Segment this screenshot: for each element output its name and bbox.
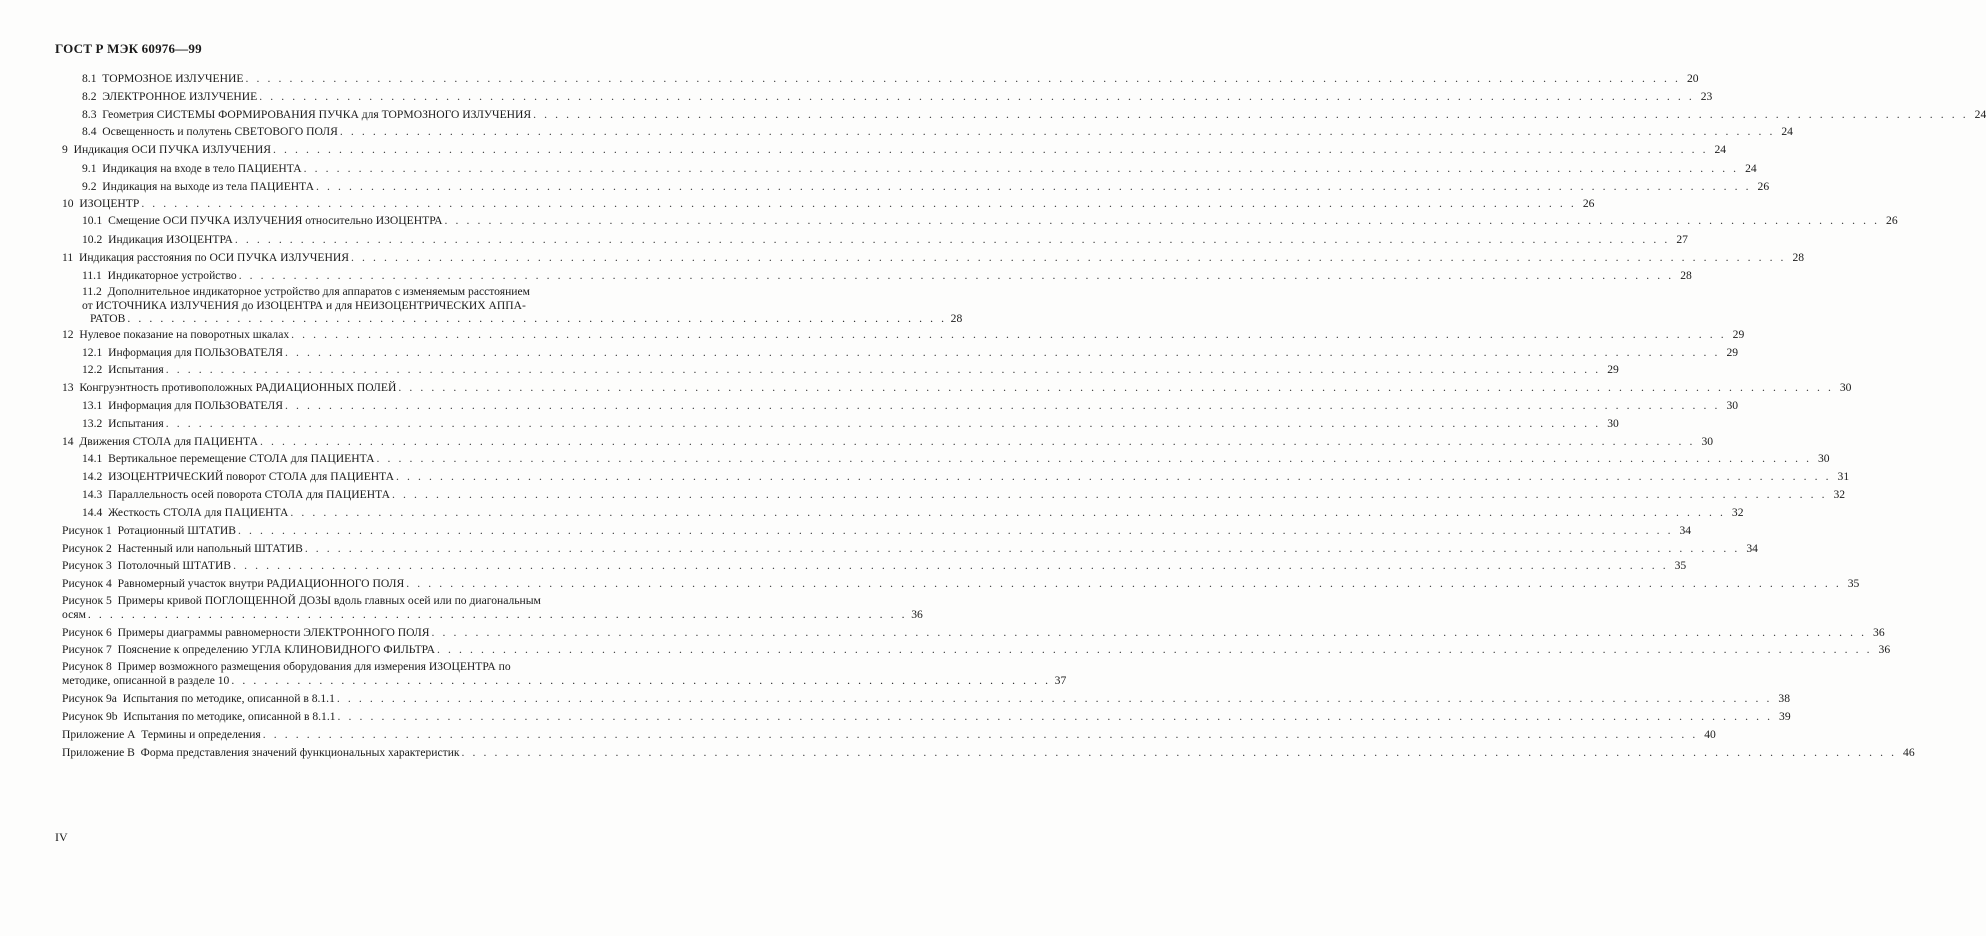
toc-number: 13: [62, 381, 74, 394]
page-number: IV: [55, 830, 68, 844]
toc-leader-dots: [291, 328, 1726, 342]
toc-number: 12: [62, 328, 74, 341]
toc-entry-9-2[interactable]: [82, 180, 1770, 194]
toc-leader-dots: [285, 399, 1720, 413]
toc-leader-dots: [432, 626, 1867, 640]
toc-number: 14: [62, 435, 74, 448]
toc-leader-dots: [285, 346, 1720, 360]
toc-number: 14.1: [82, 452, 103, 465]
toc-title: Потолочный ШТАТИВ: [117, 559, 232, 572]
toc-title-line-1: Дополнительное индикаторное устройство для аппаратов с изменяемым расстоянием: [107, 285, 530, 298]
toc-entry-11[interactable]: [62, 251, 1805, 265]
toc-number: 10: [62, 197, 74, 210]
toc-page: 27: [1676, 233, 1688, 246]
toc-entry-appendix-a[interactable]: [62, 728, 1716, 742]
toc-title-line-2: от ИСТОЧНИКА ИЗЛУЧЕНИЯ до ИЗОЦЕНТРА и для НЕИЗОЦЕНТРИЧЕСКИХ АППА-: [82, 298, 526, 312]
toc-page: 39: [1779, 710, 1791, 723]
toc-title: Форма представления значений функциональных характеристик: [140, 746, 460, 759]
toc-number: 12.2: [82, 363, 103, 376]
toc-number: Приложение В: [62, 746, 135, 759]
toc-title: Индикация на выходе из тела ПАЦИЕНТА: [102, 180, 315, 193]
toc-leader-dots: [263, 728, 1698, 742]
toc-entry-10-1[interactable]: [82, 214, 1898, 228]
toc-title: Термины и определения: [141, 728, 261, 741]
toc-title: Смещение ОСИ ПУЧКА ИЗЛУЧЕНИЯ относительно ИЗОЦЕНТРА: [108, 214, 443, 227]
toc-title: ИЗОЦЕНТРИЧЕСКИЙ поворот СТОЛА для ПАЦИЕНТА: [108, 470, 395, 483]
toc-page: 30: [1701, 435, 1714, 448]
toc-leader-dots: [260, 435, 1695, 449]
toc-page: 30: [1839, 381, 1852, 394]
toc-leader-dots: [337, 692, 1772, 706]
toc-page: 35: [1847, 577, 1860, 590]
toc-entry-9-1[interactable]: [82, 162, 1757, 176]
toc-entry-figure-3[interactable]: [62, 559, 1687, 573]
toc-entry-figure-6[interactable]: [62, 626, 1885, 640]
toc-title: Конгруэнтность противоположных РАДИАЦИОННЫХ ПОЛЕЙ: [79, 381, 397, 394]
toc-leader-dots: [533, 108, 1968, 122]
toc-entry-8-2[interactable]: [82, 90, 1713, 104]
toc-entry-14[interactable]: [62, 435, 1714, 449]
toc-leader-dots: . . . . . . . . . . . . . . . . . . . . . . . . . . . . . . . . . . . . . . . . . . . . . . . . . . . . . . . . . . . . . . . . . . . . . . . . . . .: [231, 673, 1051, 687]
toc-entry-figure-9b[interactable]: [62, 710, 1791, 724]
toc-page: 26: [1582, 197, 1595, 210]
toc-leader-dots: [398, 381, 1833, 395]
toc-page: 36: [1873, 626, 1885, 639]
toc-leader-dots: [338, 710, 1773, 724]
toc-leader-dots: . . . . . . . . . . . . . . . . . . . . . . . . . . . . . . . . . . . . . . . . . . . . . . . . . . . . . . . . . . . . . . . . . . . . . . . . . . .: [127, 312, 947, 325]
toc-title: Индикация на входе в тело ПАЦИЕНТА: [102, 162, 302, 175]
toc-leader-dots: [406, 577, 1841, 591]
toc-leader-dots: [462, 746, 1897, 760]
toc-leader-dots: [316, 180, 1751, 194]
toc-page: 28: [950, 312, 963, 325]
toc-title: Ротационный ШТАТИВ: [117, 524, 236, 537]
toc-page: 37: [1054, 673, 1067, 687]
toc-leader-dots: [235, 233, 1670, 247]
toc-leader-dots: [445, 214, 1880, 228]
toc-number: 10.1: [82, 214, 103, 227]
toc-page: 40: [1704, 728, 1716, 741]
toc-entry-13-2[interactable]: [82, 417, 1619, 431]
toc-number: Рисунок 9а: [62, 692, 117, 705]
toc-page: 24: [1745, 162, 1757, 175]
toc-leader-dots: [392, 488, 1827, 502]
toc-leader-dots: [141, 197, 1576, 211]
toc-page: 32: [1833, 488, 1846, 501]
toc-title-line-1: Пример возможного размещения оборудования для измерения ИЗОЦЕНТРА по: [117, 660, 511, 673]
toc-entry-12[interactable]: [62, 328, 1745, 342]
toc-title: Равномерный участок внутри РАДИАЦИОННОГО ПОЛЯ: [117, 577, 405, 590]
toc-number: 13.2: [82, 417, 103, 430]
toc-leader-dots: [273, 143, 1708, 157]
toc-number: 9.1: [82, 162, 97, 175]
toc-leader-dots: [376, 452, 1811, 466]
toc-number: Рисунок 2: [62, 542, 112, 555]
toc-page: 31: [1837, 470, 1850, 483]
toc-title: Примеры диаграммы равномерности ЭЛЕКТРОННОГО ПОЛЯ: [117, 626, 430, 639]
toc-page: 30: [1817, 452, 1830, 465]
toc-title-line-1: Примеры кривой ПОГЛОЩЕННОЙ ДОЗЫ вдоль главных осей или по диагональным: [117, 594, 541, 607]
toc-title: Индикация ОСИ ПУЧКА ИЗЛУЧЕНИЯ: [73, 143, 271, 156]
toc-number: 12.1: [82, 346, 103, 359]
toc-title: Информация для ПОЛЬЗОВАТЕЛЯ: [108, 399, 283, 412]
toc-number: Рисунок 5: [62, 594, 112, 607]
toc-number: 14.3: [82, 488, 103, 501]
toc-leader-dots: [166, 363, 1601, 377]
toc-number: Рисунок 9b: [62, 710, 118, 723]
toc-title: Настенный или напольный ШТАТИВ: [117, 542, 303, 555]
toc-entry-11-2[interactable]: [82, 285, 963, 326]
toc-title-line-2: методике, описанной в разделе 10: [62, 673, 230, 687]
toc-page: 32: [1731, 506, 1744, 519]
toc-page: 34: [1746, 542, 1758, 555]
toc-leader-dots: . . . . . . . . . . . . . . . . . . . . . . . . . . . . . . . . . . . . . . . . . . . . . . . . . . . . . . . . . . . . . . . . . . . . . . . . . . .: [87, 607, 908, 621]
toc-entry-appendix-b[interactable]: [62, 746, 1915, 760]
toc-leader-dots: [304, 162, 1739, 176]
toc-number: 13.1: [82, 399, 103, 412]
toc-leader-dots: [239, 269, 1674, 283]
toc-title: Освещенность и полутень СВЕТОВОГО ПОЛЯ: [102, 125, 338, 138]
toc-leader-dots: [290, 506, 1725, 520]
toc-page: 36: [1878, 643, 1891, 656]
toc-entry-14-2[interactable]: [82, 470, 1850, 484]
toc-page: 28: [1792, 251, 1805, 264]
toc-title: Индикация расстояния по ОСИ ПУЧКА ИЗЛУЧЕНИЯ: [78, 251, 349, 264]
toc-entry-figure-8[interactable]: [62, 660, 1067, 687]
toc-entry-10[interactable]: [62, 197, 1595, 211]
toc-number: Рисунок 7: [62, 643, 112, 656]
toc-page: 38: [1778, 692, 1790, 705]
toc-title: Вертикальное перемещение СТОЛА для ПАЦИЕНТА: [108, 452, 375, 465]
toc-entry-14-1[interactable]: [82, 452, 1830, 466]
toc-page: 29: [1607, 363, 1619, 376]
toc-entry-9[interactable]: [62, 143, 1727, 157]
toc-title-line-3: РАТОВ: [90, 312, 126, 325]
toc-page: 24: [1714, 143, 1727, 156]
toc-number: Приложение А: [62, 728, 136, 741]
toc-entry-10-2[interactable]: [82, 233, 1688, 247]
toc-title: Пояснение к определению УГЛА КЛИНОВИДНОГО ФИЛЬТРА: [117, 643, 436, 656]
toc-leader-dots: [238, 524, 1673, 538]
toc-number: 9.2: [82, 180, 97, 193]
toc-title: Нулевое показание на поворотных шкалах: [79, 328, 290, 341]
toc-title: Испытания: [108, 363, 164, 376]
toc-title: Испытания по методике, описанной в 8.1.1: [123, 710, 336, 723]
toc-title: Движения СТОЛА для ПАЦИЕНТА: [79, 435, 258, 448]
toc-page: 34: [1679, 524, 1692, 537]
toc-number: Рисунок 3: [62, 559, 112, 572]
toc-page: 24: [1781, 125, 1793, 138]
toc-number: Рисунок 8: [62, 660, 112, 673]
toc-number: 11.1: [82, 269, 102, 282]
toc-number: Рисунок 4: [62, 577, 112, 590]
document-header: ГОСТ Р МЭК 60976—99: [55, 41, 202, 56]
toc-leader-dots: [437, 643, 1872, 657]
toc-title: ЭЛЕКТРОННОЕ ИЗЛУЧЕНИЕ: [102, 90, 258, 103]
toc-entry-figure-1[interactable]: [62, 524, 1692, 538]
toc-number: 8.4: [82, 125, 97, 138]
toc-entry-12-1[interactable]: [82, 346, 1739, 360]
toc-entry-14-3[interactable]: [82, 488, 1846, 502]
toc-number: Рисунок 6: [62, 626, 112, 639]
toc-entry-11-1[interactable]: [82, 269, 1692, 283]
toc-entry-figure-2[interactable]: [62, 542, 1758, 556]
toc-title-line-2: осям: [62, 607, 86, 621]
toc-entry-8-3[interactable]: [82, 108, 1986, 122]
toc-page: 36: [911, 607, 923, 621]
toc-leader-dots: [166, 417, 1601, 431]
toc-title: Индикация ИЗОЦЕНТРА: [108, 233, 233, 246]
toc-title: Параллельность осей поворота СТОЛА для ПАЦИЕНТА: [108, 488, 390, 501]
toc-page: 29: [1732, 328, 1745, 341]
toc-entry-figure-7[interactable]: [62, 643, 1891, 657]
toc-entry-figure-4[interactable]: [62, 577, 1860, 591]
toc-page: 28: [1680, 269, 1692, 282]
toc-number: 9: [62, 143, 68, 156]
toc-number: 8.2: [82, 90, 97, 103]
toc-entry-13-1[interactable]: [82, 399, 1739, 413]
toc-title: Жесткость СТОЛА для ПАЦИЕНТА: [108, 506, 289, 519]
toc-number: 14.4: [82, 506, 103, 519]
toc-entry-14-4[interactable]: [82, 506, 1744, 520]
toc-title: ИЗОЦЕНТР: [79, 197, 140, 210]
toc-number: 8.1: [82, 72, 97, 85]
toc-title: Информация для ПОЛЬЗОВАТЕЛЯ: [108, 346, 283, 359]
toc-page: 23: [1700, 90, 1713, 103]
toc-title: Индикаторное устройство: [107, 269, 237, 282]
toc-number: 10.2: [82, 233, 103, 246]
toc-entry-12-2[interactable]: [82, 363, 1619, 377]
toc-leader-dots: [351, 251, 1786, 265]
toc-page: 35: [1674, 559, 1687, 572]
toc-leader-dots: [233, 559, 1668, 573]
toc-title: ТОРМОЗНОЕ ИЗЛУЧЕНИЕ: [102, 72, 244, 85]
toc-title: Геометрия СИСТЕМЫ ФОРМИРОВАНИЯ ПУЧКА для ТОРМОЗНОГО ИЗЛУЧЕНИЯ: [102, 108, 532, 121]
toc-leader-dots: [396, 470, 1831, 484]
toc-leader-dots: [259, 90, 1694, 104]
toc-number: 11: [62, 251, 74, 264]
toc-number: 8.3: [82, 108, 97, 121]
toc-entry-figure-5[interactable]: [62, 594, 923, 621]
toc-page: 30: [1607, 417, 1619, 430]
toc-page: 26: [1886, 214, 1898, 227]
toc-page: 46: [1903, 746, 1915, 759]
toc-title: Испытания по методике, описанной в 8.1.1: [122, 692, 335, 705]
toc-page: 29: [1726, 346, 1739, 359]
toc-entry-8-4[interactable]: [82, 125, 1793, 139]
toc-entry-13[interactable]: [62, 381, 1852, 395]
toc-page: 20: [1686, 72, 1699, 85]
toc-entry-figure-9a[interactable]: [62, 692, 1790, 706]
toc-number: Рисунок 1: [62, 524, 112, 537]
toc-leader-dots: [245, 72, 1680, 86]
toc-leader-dots: [305, 542, 1740, 556]
toc-page: 30: [1726, 399, 1739, 412]
toc-number: 14.2: [82, 470, 103, 483]
toc-entry-8-1[interactable]: [82, 72, 1699, 86]
toc-number: 11.2: [82, 285, 102, 298]
toc-page: 26: [1757, 180, 1770, 193]
toc-page: 24: [1974, 108, 1986, 121]
toc-title: Испытания: [108, 417, 164, 430]
toc-leader-dots: [340, 125, 1775, 139]
